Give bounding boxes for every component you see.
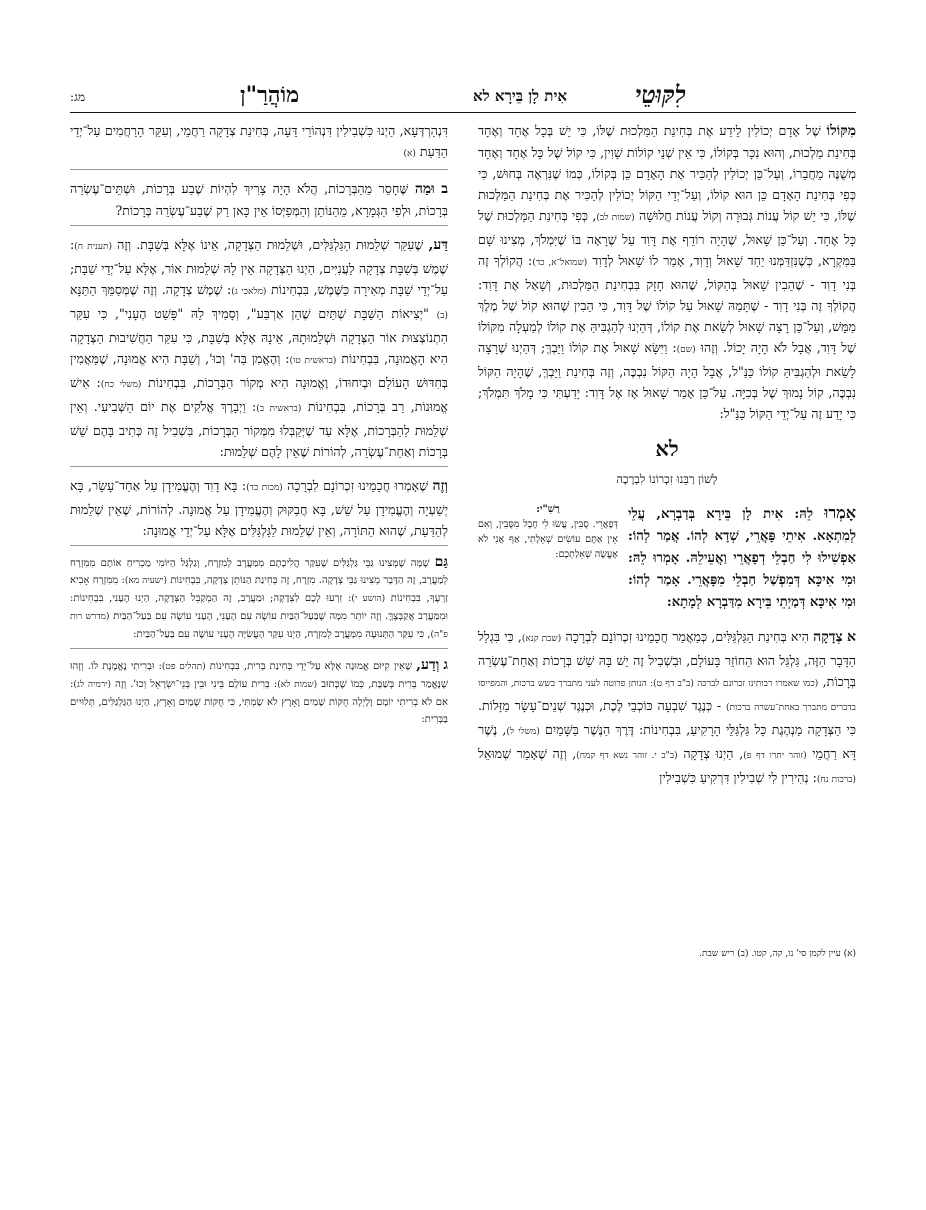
paragraph-text: שֶּׁחָסֵר מֵהַבְּרָכוֹת, הֲלֹא הָיָה צָרִיךְ לִהְיוֹת שֶׁבַע בְּרָכוֹת, וּשְׁתֵּים־עֶשְׂרֵה בְּרָכוֹת, וּלְפִי הַגְּמָרָא, מֵהַנּוֹתֵן וְהַמְּפַיְּסוֹ אֵין כָּאן רַק שֶׁבַע־עֶשְׂרֵה בְּרָכוֹת? (70, 181, 448, 218)
paragraph-text: שֶׁאֵין קִיּוּם אֱמוּנָה אֶלָּא עַל־יְדֵי בְּחִינַת בְּרִית, בִּבְחִינוֹת (209, 661, 413, 672)
source-ref: (ירמיה לג) (73, 680, 111, 690)
source-ref: (שבת קנא) (521, 634, 562, 644)
paragraph-lead-word: וּמַה (414, 181, 435, 197)
paragraph-text: שֶׁאָמְרוּ חֲכָמֵינוּ זִכְרוֹנָם לִבְרָכָה (287, 478, 429, 493)
footnote-ref: (ב) (436, 311, 448, 321)
source-ref: (מכות כד) (246, 483, 283, 493)
page-footnote: (א) עיין לקמן סי' נו, קה, קטו. (ב) ריש שבת. (699, 949, 856, 959)
paragraph-text: : אִישׁ אֱמוּנוֹת, רַב בְּרָכוֹת, בִּבְחִינוֹת (70, 375, 448, 414)
paragraph-da (70, 234, 448, 462)
source-ref: (ברכות נח) (816, 775, 856, 785)
paragraph-lead-word: וְדַע, (416, 657, 440, 673)
paragraph-text: : שֶׁמֶשׁ בְּשַׁבָּת צְדָקָה לַעֲנִיִּים, הַיְנוּ הַצְּדָקָה אֵין לָהּ שְׁלֵמוּת אוֹר, אֶלָּא עַל־יְדֵי שַׁבָּת; עַל־יְדֵי שַׁבָּת מְאִירָה כַּשֶּׁמֶשׁ, בִּבְחִינוֹת (70, 237, 448, 297)
paragraph-text: דִּנְהַרְדְּעָא, הַיְנוּ כִּשְׁבִילִין דִּנְהוֹרֵי דֵּעָה, בְּחִינַת צְדָקָה רַחֲמֵי, וְעִקַּר הָרַחֲמִים עַל־יְדֵי הַדַּעַת (70, 123, 448, 159)
source-ref: (בראשית ב) (256, 404, 302, 414)
paragraph-marker: ב (441, 181, 448, 197)
paragraph-text: הִיא בְּחִינַת הַגַּלְגַּלִּים, כְּמַאֲמַר חֲכָמֵינוּ זִכְרוֹנָם לִבְרָכָה (565, 629, 809, 644)
paragraph-text: , כְּפִי בְּחִינַת הַמַּלְכוּת שֶׁל כָּל אֶחָד. וְעַל־כֵּן שָׁאוּל, שֶׁהָיָה רוֹדֵף אֶת דָּוִד עַל שֶׁרָאָה בּוֹ שֶׁיִּמְלֹךְ, מְצִינוּ שָׁם בַּמִּקְרָא, כְּשֶׁנִּזְדַּמְּנוּ יַחַד שָׁאוּל וְדָוִד, אָמַר לוֹ שָׁאוּל לְדָוִד (478, 208, 856, 268)
divider (70, 466, 448, 467)
paragraph-text: "יְצִיאוֹת הַשַּׁבָּת שְׁתַּיִם שֶׁהֵן אַרְבַּע", וְסָמִיךְ לֵהּ "פָּשַׁט הֶעָנִי", כִּי עִקַּר הִתְנוֹצְצוּת אוֹר הַצְּדָקָה וּשְׁלֵמוּתָהּ, אֵינָהּ אֶלָּא בְּשַׁבָּת, כִּי עִקַּר הַחֲשִׁיבוּת הַצְּדָקָה הִיא הָאֱמוּנָה, בִּבְחִינוֹת (70, 306, 448, 366)
paragraph-text: : הֲקוֹלְךָ זֶה בְּנִי דָוִד - שֶׁהֵבִין שָׁאוּל בְּהַקּוֹל, שֶׁהוּא חָזָק בִּבְחִינַת הַמַּלְכוּת, וְשָׁאַל אֶת דָּוִד: הֲקוֹלְךָ זֶה בְּנִי דָוִד - שֶׁתָּמַהּ שָׁאוּל עַל קוֹלוֹ שֶׁל דָּוִד, כִּי הֵבִין שֶׁהוּא קוֹל שֶׁל מֶלֶךְ מַמָּשׁ, וְעַל־כֵּן רָצָה שָׁאוּל לְשֵׂאת אֶת קוֹלוֹ, דְּהַיְנוּ לְהַגְבִּיהַּ אֶת קוֹלוֹ לְמַעְלָה מִקּוֹלוֹ שֶׁל דָּוִד, אֲבָל לֹא הָיָה יָכוֹל. וְזֶהוּ (478, 253, 856, 355)
paragraph-text: שָׁמָּה שֶׁמְּצִינוּ גַּבֵּי גַּלְגַּלִּים שֶׁעִקַּר הֲלִיכָתָם מִמַּעֲרָב לְמִזְרָח, וְגַלְגַּל הַיּוֹמִי מַכְרִיחַ אוֹתָם מִמִּזְרָח לְמַעֲרָב, זֶה הַדָּבָר מְצִינוּ גַּבֵּי צְדָקָה. מִזְרָח, זֶה בְּחִינַת הַנּוֹתֵן צְדָקָה, בִּבְחִינוֹת (70, 558, 448, 586)
paragraph-bet (70, 178, 448, 221)
paragraph-gam (70, 554, 448, 644)
source-ref: (תהלים פט) (161, 662, 206, 672)
paragraph-text: : מִמִּזְרָח אָבִיא זַרְעֶךָ, בִּבְחִינוֹת (70, 575, 448, 604)
paragraph-lead-word: דַּע, (428, 237, 448, 253)
divider (70, 169, 448, 170)
paragraph-text: - כְּנֶגֶד שִׁבְעָה כּוֹכְבֵי לֶכֶת, וּכְנֶגֶד שְׁנֵים־עָשָׂר מַזָּלוֹת. כִּי הַצְּדָקָה מַנְהֶגֶת כָּל גַּלְגַּלֵּי הָרָקִיעַ, בִּבְחִינוֹת: דֶּרֶךְ הַנֶּשֶׁר בַּשָּׁמַיִם (478, 698, 856, 737)
paragraph-text: , וְזֶה שֶׁאָמַר שְׁמוּאֵל (478, 746, 577, 761)
source-ref: (מלאכי ג) (231, 287, 267, 297)
rashi-label: רַשִׁ"י: (536, 504, 560, 515)
source-ref: (תענית ח) (74, 242, 112, 252)
page-number: מג: (70, 90, 86, 104)
zohar-text: לֵהּ: אִית לָן בֵּירָא בְּדַבְרָא, עֲלֵי לְמִתְאָא. אִיתֵי פָּאֲרֵי, שְׁדָא לְהוֹ. אֲמַר לְהוֹ: אַפְשִׁילוּ לִי חַבְלֵי דְפָאֲרֵי וַאֲעֵילֵהּ. אָמְרוּ לֵהּ: וּמִי אִיכָּא דְּמִפְשַׁל חַבְלֵי מִפָּאֲרֵי. אָמַר לְהוֹ: וּמִי אִיכָּא דְּמַיְתֵי בֵּירָא מִדַּבְרָא לְמָתָא: (628, 507, 856, 610)
paragraph-text: : אִם לֹא בְרִיתִי יוֹמָם וָלָיְלָה חֻקּוֹת שָׁמַיִם וָאָרֶץ לֹא שָׂמְתִּי, כִּי חֻקּוֹת שָׁמַיִם וָאָרֶץ, הַיְנוּ הַגַּלְגַּלִּים, תְּלוּיִים בַּבְּרִית: (70, 679, 448, 725)
paragraph-text: : זִרְעוּ לָכֶם לִצְדָקָה; וּמַעֲרָב, זֶה הַמְקַבֵּל הַצְּדָקָה, הַיְנוּ הֶעָנִי, בִּבְחִינוֹת: וּמִמַּעֲרָב אֲקַבְּצֶךָּ. וְזֶה יוֹתֵר מִמָּה שֶׁבַּעַל־הַבַּיִת עוֹשֶׂה עִם הֶעָנִי, הֶעָנִי עוֹשֶׂה עִם בַּעַל־הַבַּיִת (70, 593, 448, 622)
header-section-title: אִית לָן בֵּירָא לא (472, 87, 568, 105)
left-column (70, 120, 448, 732)
paragraph-text: : וּבְרִיתִי נֶאֱמֶנֶת לוֹ. וְזֶהוּ שֶׁנֶּאֱמַר בְּרִית בְּשַׁבָּת, כְּמוֹ שֶׁכָּתוּב (70, 661, 448, 690)
paragraph-text: : וַיְבָרֶךְ אֱלֹקִים אֶת יוֹם הַשְּׁבִיעִי. וְאֵין שְׁלֵמוּת לַהַבְּרָכוֹת, אֶלָּא עַד שֶׁיְּקַבְּלוּ מִמְּקוֹר הַבְּרָכוֹת, בִּשְׁבִיל זֶה כְּתִיב בָּהֶם שֵׁשׁ בְּרָכוֹת וְאַחַת־עֶשְׂרֵה, לְהוֹרוֹת שֶׁאֵין לָהֶם שְׁלֵמוּת: (70, 399, 448, 459)
header-book-title-right: לִקּוּטֵי (635, 80, 686, 109)
divider (70, 648, 448, 649)
paragraph-text: , כִּי עִקַּר הַתְּנוּעָה מִמַּעֲרָב לְמִזְרָח, הַיְנוּ עִקַּר הָעֲשִׂיָּה הֶעָנִי עוֹשֶׂה עִם בַּעַל־הַבַּיִת: (133, 629, 431, 640)
divider (70, 225, 448, 226)
source-ref: (זוהר יתרו דף פ) (743, 751, 807, 761)
source-ref: (כמו שאמרו רבותינו זכרונם לברכה (ב"ב דף ט): הנותן פרוטה לעני מתברך בשש ברכות, והמפייסו בדברים מתברך באחת־עשרה ברכות) (478, 679, 856, 713)
paragraph-alef (478, 626, 856, 791)
paragraph-text: : וְהֶאֱמִן בַּה' וְכוּ', וְשַׁבָּת הִיא אֱמוּנָה, שֶׁמַּאֲמִין בְּחִדּוּשׁ הָעוֹלָם וּבְיִחוּדוֹ, וֶאֱמוּנָה הִיא מְקוֹר הַבְּרָכוֹת, בִּבְחִינוֹת (70, 351, 448, 390)
zohar-lead-word: אָמְרוּ (824, 503, 857, 522)
paragraph-marker: ג (443, 657, 448, 673)
zohar-quote-block (478, 502, 856, 614)
source-ref: (הושע י) (351, 594, 386, 604)
continuation-paragraph (70, 120, 448, 165)
divider (70, 545, 448, 546)
right-column (478, 120, 856, 795)
source-ref: (שם) (676, 345, 696, 355)
paragraph-lead-word: גַּם (434, 554, 448, 570)
source-ref: (ישעיה מא) (124, 576, 168, 586)
source-ref: (משלי ל) (506, 727, 540, 737)
footnote-ref: (א) (403, 149, 416, 159)
source-ref: (מדרש רות פ"ה) (70, 612, 448, 640)
paragraph-text: : בְּרִית עוֹלָם בֵּינִי וּבֵין בְּנֵי־יִשְׂרָאֵל וְכוּ'. וְזֶה (115, 679, 278, 690)
zohar-quote (628, 502, 856, 614)
source-ref: (משלי כח) (100, 380, 142, 390)
paragraph-vezeh (70, 475, 448, 541)
paragraph-text: , נֶשֶׁר דָּא רַחֲמֵי (478, 722, 856, 761)
opening-paragraph (478, 120, 856, 424)
page-header (70, 78, 856, 113)
source-ref: (שמואל־א, כד) (532, 258, 588, 268)
paragraph-text: : בָּא דָוִד וְהֶעֱמִידָן עַל אַחַד־עָשָׂר, בָּא יְשַׁעְיָה וְהֶעֱמִידָן עַל שֵׁשׁ, בָּא חֲבַקּוּק וְהֶעֱמִידָן עַל אֱמוּנָה. לְהוֹרוֹת, שֶׁאֵין שְׁלֵמוּת לְהַדַּעַת, שֶׁהוּא הַתּוֹרָה, וְאֵין שְׁלֵמוּת לַגַּלְגַּלִּים אֶלָּא עַל־יְדֵי אֱמוּנָה: (70, 478, 448, 538)
source-ref: (שמות לב) (596, 213, 635, 223)
section-subtitle: לְשׁוֹן רַבֵּנוּ זִכְרוֹנוֹ לִבְרָכָה (616, 472, 718, 486)
paragraph-text: : שֶׁמֶשׁ צְדָקָה. וְזֶה שֶׁמְּסַמֵּךְ הַתַּנָּא (70, 282, 232, 297)
section-number: לא (655, 436, 679, 461)
paragraph-gimel (70, 657, 448, 728)
rashi-commentary (478, 502, 618, 614)
paragraph-marker: א (846, 629, 856, 645)
paragraph-text: : נְהִירִין לִי שְׁבִילִין דִּרְקִיעַ כִּשְׁבִילִין (659, 770, 817, 785)
header-book-title-left: מוֹהֲרַ"ן (240, 82, 300, 108)
paragraph-lead-word: צְדָקָה (813, 629, 843, 645)
paragraph-text: , הַיְנוּ צְדָקָה (683, 746, 744, 761)
paragraph-lead-word: וְזֶה (432, 478, 448, 494)
paragraph-text: שֶׁעִקַּר שְׁלֵמוּת הַגַּלְגַּלִּים, וּשְׁלֵמוּת הַצְּדָקָה, אֵינוֹ אֶלָּא בְּשַׁבָּת. וְזֶה (117, 237, 424, 252)
paragraph-text: , כִּי בִּגְלַל הַדָּבָר הַזֶּה, גַּלְגַּל הוּא הַחוֹזֵר בָּעוֹלָם, וּבִשְׁבִיל זֶה יֵשׁ בָּהּ שֵׁשׁ בְּרָכוֹת וְאַחַת־עֶשְׂרֵה בְּרָכוֹת, (478, 629, 856, 689)
opening-word: מִקּוֹלוֹ (826, 123, 856, 139)
source-ref: (בראשית טו) (289, 356, 337, 366)
source-ref: (שמות לא) (277, 680, 318, 690)
opening-text: שֶׁל אָדָם יְכוֹלִין לֵידַע אֶת בְּחִינַת הַמַּלְכוּת שֶׁלּוֹ, כִּי יֵשׁ בְּכָל אֶחָד וְאֶחָד בְּחִינַת מַלְכוּת, וְהוּא נִכָּר בְּקוֹלוֹ, כִּי אֵין שְׁנֵי קוֹלוֹת שָׁוִין, כִּי קוֹל שֶׁל כָּל אֶחָד וְאֶחָד מְשֻׁנֶּה מֵחֲבֵרוֹ, וְעַל־כֵּן יְכוֹלִין לְהַכִּיר אֶת הָאָדָם כֵּן בְּקוֹלוֹ, כְּמוֹ שֶׁנִּרְאֶה בְּחוּשׁ, כִּי כְּפִי בְּחִינַת הָאָדָם כֵּן הוּא קוֹלוֹ, וְעַל־יְדֵי הַקּוֹל יְכוֹלִין לְהַכִּיר אֶת בְּחִינַת הַמַּלְכוּת שֶׁלּוֹ, כִּי יֵשׁ קוֹל עֲנוֹת גְּבוּרָה וְקוֹל עֲנוֹת חֲלוּשָׁה (478, 123, 856, 223)
rashi-text: דְּפָאֲרֵי. סֻבִּין, עֲשׂוּ לִי חֶבֶל מִסֻּבִּין, וְאִם אֵין אַתֶּם עוֹשִׂים שְׁאֵלָתִי, אַף אֲנִי לֹא אֶעֱשֶׂה שְׁאֵלַתְכֶם: (478, 519, 618, 560)
source-ref: (ב"ב י. זוהר נשא דף קמח) (576, 751, 678, 761)
paragraph-text: : וַיִּשָּׂא שָׁאוּל אֶת קוֹלוֹ וַיֵּבְךְּ; דְּהַיְנוּ שֶׁרָצָה לָשֵׂאת וּלְהַגְבִּיהַּ קוֹלוֹ כַּנַּ"ל, אֲבָל הָיָה הַקּוֹל נִבְכֶּה, וְזֶה בְּחִינַת וַיֵּבְךְּ, שֶׁהָיָה הַקּוֹל נִבְכֶּה, קוֹל נָמוּךְ שֶׁל בְּכִיָּה. עַל־כֵּן אָמַר שָׁאוּל אָז אֶל דָּוִד: יָדַעְתִּי כִּי מָלֹךְ תִּמְלֹךְ; כִּי יָדַע זֶה עַל־יְדֵי הַקּוֹל כַּנַּ"ל: (478, 340, 856, 421)
